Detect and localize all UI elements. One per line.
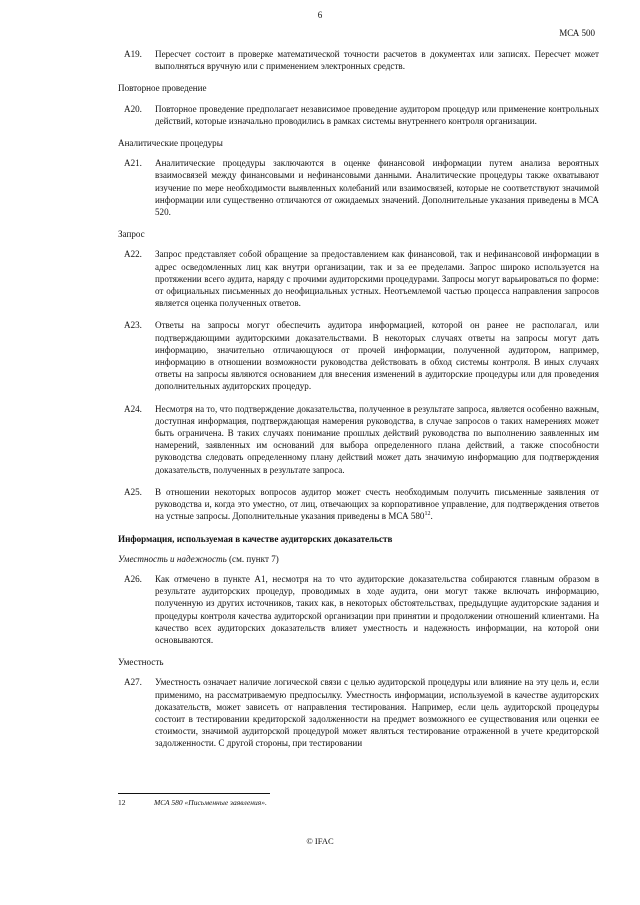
section-heading-relevance: Уместность [118, 657, 164, 668]
paragraph-a27 [118, 676, 599, 749]
footnote-mark: 12 [118, 798, 126, 807]
paragraph-a20 [118, 103, 599, 127]
subsection-heading-relevance-reliability [118, 553, 599, 565]
paragraph-text: Пересчет состоит в проверке математической точности расчетов в документах или записях. Пересчет может выполняться вручную или с применением электронных средств. [155, 49, 599, 72]
paragraph-text: Как отмечено в пункте A1, несмотря на то что аудиторские доказательства собираются главным образом в результате аудиторских процедур, проводимых в ходе аудита, они могут также включать информацию, полученную из других источников, таких как, в некоторых обстоятельствах, предыдущие аудиторские задания и процедуры контроля качества аудиторской организации при принятии и продолжении отношений клиентами. На качество всех аудиторских доказательств влияет уместность и надежность информации, на которой они основываются. [155, 573, 599, 645]
paragraph-number: A22. [124, 249, 142, 260]
paragraph-a22 [118, 248, 599, 309]
subsection-heading-italic: Уместность и надежность [118, 553, 227, 564]
footnote-text: МСА 580 «Письменные заявления». [154, 798, 267, 807]
paragraph-text: Повторное проведение предполагает независимое проведение аудитором процедур или применение контрольных действий, которые изначально проводились в рамках системы внутреннего контроля организации. [155, 103, 599, 126]
paragraph-number: A26. [124, 573, 142, 584]
subsection-heading-reference: (см. пункт 7) [226, 553, 279, 564]
section-heading-analytical: Аналитические процедуры [118, 138, 223, 149]
page-number: 6 [317, 10, 323, 20]
section-heading-information: Информация, используемая в качестве аудиторских доказательств [118, 533, 393, 544]
paragraph-number: A21. [124, 158, 142, 169]
section-heading-inquiry: Запрос [118, 229, 145, 240]
paragraph-text: Несмотря на то, что подтверждение доказательства, полученное в результате запроса, является особенно важным, доступная информация, подтверждающая намерения руководства, в случае запросов о таких намерениях может быть ограничена. В таких случаях понимание прошлых действий руководства по выполнению заявленных им намерений, заявленных им оснований для выбора определенного плана действий, а также способности руководства следовать определенному плану действий может дать значимую информацию для подтверждения доказательств, полученных в результате запроса. [155, 403, 599, 475]
paragraph-text: Уместность означает наличие логической связи с целью аудиторской процедуры или влияние на эту цель и, если применимо, на рассматриваемую предпосылку. Уместность информации, используемой в качестве аудиторских доказательств, может зависеть от направления тестирования. Например, если цель аудиторской процедуры состоит в тестировании кредиторской задолженности на предмет возможного ее существования или оценки ее стоимости, значимой аудиторской процедурой может являться тестирование отраженной в учете кредиторской задолженности. С другой стороны, при тестировании [155, 677, 599, 749]
paragraph-a19 [118, 48, 599, 72]
paragraph-text-end: . [430, 511, 433, 522]
paragraph-text: В отношении некоторых вопросов аудитор может счесть необходимым получить письменные заявления от руководства и, когда это уместно, от лиц, отвечающих за корпоративное управление, для подтверждения ответов на устные запросы. Дополнительные указания приведены в МСА 580 [155, 486, 599, 522]
paragraph-text: Ответы на запросы могут обеспечить аудитора информацией, которой он ранее не располагал, или подтверждающими аудиторскими доказательствами. В некоторых случаях ответы на запросы могут дать информацию, значительно отличающуюся от прочей информации, полученной аудитором, например, информацию в отношении возможности руководства действовать в обход системы контроля. В иных случаях ответы на запросы являются основанием для внесения изменений в аудиторские процедуры или для проведения дополнительных аудиторских процедур. [155, 320, 599, 392]
footnote-reference[interactable]: 12 [424, 511, 431, 518]
footer-copyright: © IFAC [306, 836, 334, 846]
footnote-divider [118, 793, 270, 794]
paragraph-number: A24. [124, 403, 142, 414]
paragraph-a26 [118, 573, 599, 646]
paragraph-number: A23. [124, 320, 142, 331]
paragraph-a25 [118, 486, 599, 523]
paragraph-number: A25. [124, 486, 142, 497]
paragraph-number: A19. [124, 49, 142, 59]
document-code: МСА 500 [559, 28, 595, 38]
section-heading-reperformance: Повторное проведение [118, 83, 207, 94]
paragraph-a23 [118, 319, 599, 392]
footnote [118, 798, 599, 807]
paragraph-number: A27. [124, 677, 142, 688]
paragraph-a24 [118, 403, 599, 476]
paragraph-a21 [118, 157, 599, 218]
paragraph-text: Аналитические процедуры заключаются в оценке финансовой информации путем анализа вероятных взаимосвязей между финансовыми и нефинансовыми данными. Аналитические процедуры также охватывают изучение по мере необходимости выявленных колебаний или взаимосвязей, которые не соответствуют значимой информации или существенно отличаются от ожидаемых значений. Дополнительные указания приведены в МСА 520. [155, 158, 599, 218]
page-body [118, 48, 599, 760]
paragraph-text: Запрос представляет собой обращение за предоставлением как финансовой, так и нефинансовой информации в адрес осведомленных лиц как внутри организации, так и за ее пределами. Запрос широко используется на протяжении всего аудита, наряду с прочими аудиторскими процедурами. Запросы могут варьироваться по форме: от официальных письменных до неофициальных устных. Неотъемлемой частью процесса направления запросов является оценка полученных ответов. [155, 249, 599, 309]
paragraph-number: A20. [124, 103, 142, 114]
